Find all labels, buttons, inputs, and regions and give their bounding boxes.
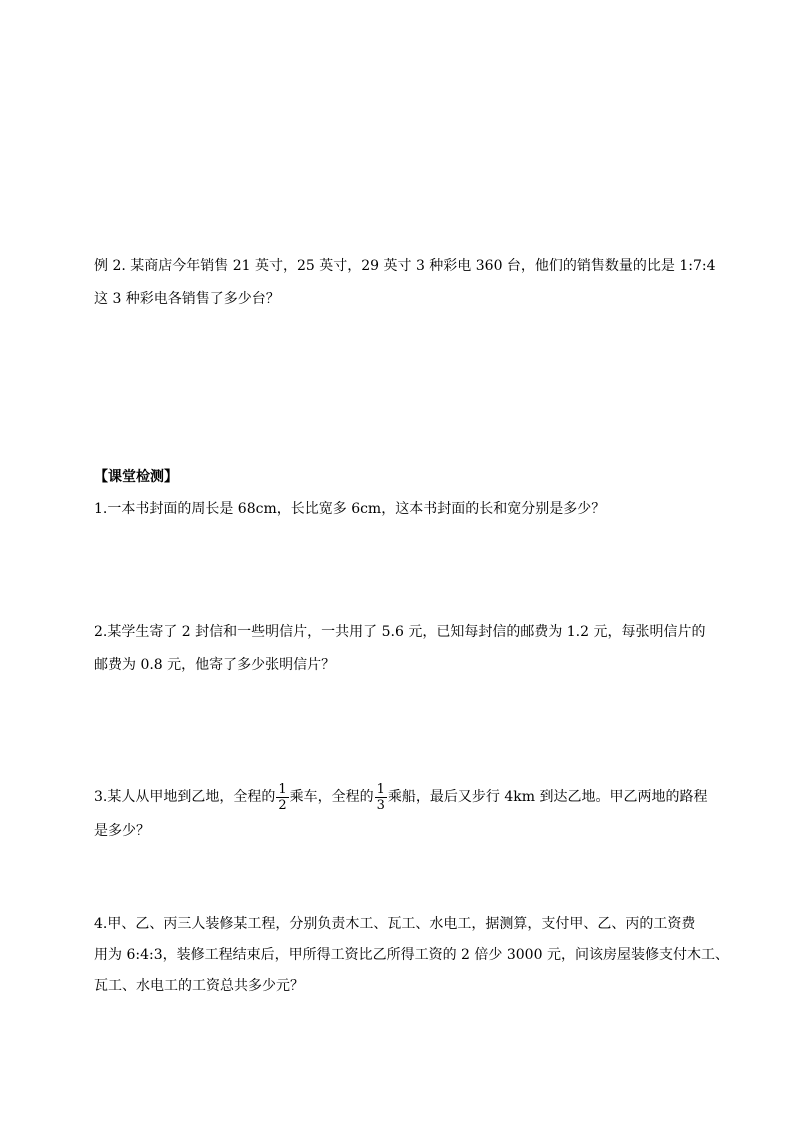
question-4-line-3: 瓦工、水电工的工资总共多少元？ (94, 978, 304, 994)
question-1-line-1: 1.一本书封面的周长是 68cm，长比宽多 6cm，这本书封面的长和宽分别是多少？ (94, 501, 606, 517)
example-2-line-2: 这 3 种彩电各销售了多少台？ (94, 291, 280, 307)
fraction-1-numerator: 1 (278, 781, 287, 797)
question-3-line-2: 是多少？ (94, 823, 150, 839)
question-4-line-1: 4.甲、乙、丙三人装修某工程，分别负责木工、瓦工、水电工，据测算，支付甲、乙、丙的工资费 (94, 916, 696, 932)
question-4-line-2: 用为 6:4:3，装修工程结束后，甲所得工资比乙所得工资的 2 倍少 3000 元，问该房屋装修支付木工、 (94, 947, 729, 963)
question-3-line-1 (94, 781, 708, 813)
question-2-line-2: 邮费为 0.8 元，他寄了多少张明信片？ (94, 657, 336, 673)
question-3-text-3: 乘船，最后又步行 4km 到达乙地。甲乙两地的路程 (387, 789, 708, 805)
section-heading: 【课堂检测】 (94, 469, 178, 485)
question-3-text-1: 3.某人从甲地到乙地，全程的 (94, 789, 276, 805)
fraction-one-half (276, 782, 288, 813)
fraction-one-third (375, 782, 387, 813)
example-2-line-1: 例 2. 某商店今年销售 21 英寸，25 英寸，29 英寸 3 种彩电 360 台，他们的销售数量的比是 1:7:4 (94, 258, 716, 274)
fraction-2-denominator: 3 (376, 797, 385, 813)
fraction-1-denominator: 2 (278, 797, 287, 813)
question-3-text-2: 乘车，全程的 (289, 789, 374, 805)
question-2-line-1: 2.某学生寄了 2 封信和一些明信片，一共用了 5.6 元，已知每封信的邮费为 1.2 元，每张明信片的 (94, 624, 706, 640)
fraction-2-numerator: 1 (376, 781, 385, 797)
